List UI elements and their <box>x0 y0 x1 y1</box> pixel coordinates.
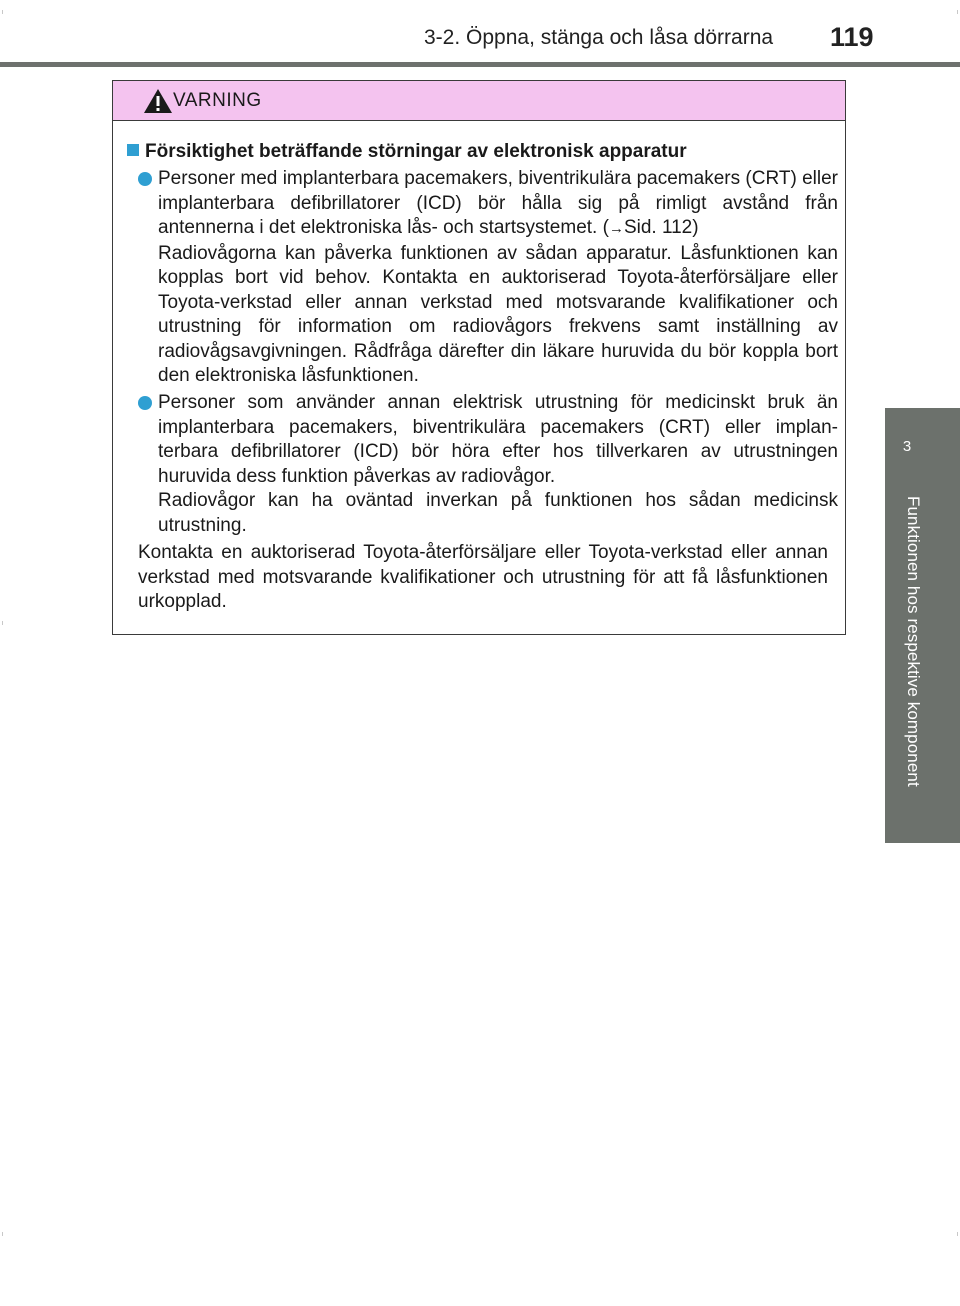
warning-triangle-icon <box>143 88 173 114</box>
section-title-text: Försiktighet beträffande störningar av elektronisk apparatur <box>145 141 687 162</box>
list-item <box>138 167 838 389</box>
chapter-side-tab <box>885 408 960 843</box>
header-rule <box>0 62 960 67</box>
crop-mark <box>2 1232 3 1236</box>
crop-mark <box>957 10 958 14</box>
crop-mark <box>2 10 3 14</box>
warning-header <box>113 81 845 121</box>
paragraph <box>158 167 838 242</box>
crop-mark <box>2 621 3 625</box>
arrow-right-icon: → <box>608 220 624 237</box>
paragraph: Radiovågor kan ha oväntad inverkan på funktionen hos sådan medicinsk utrustning. <box>158 490 838 536</box>
page-reference[interactable]: Sid. 112) <box>623 217 699 238</box>
paragraph: Radiovågorna kan påverka funktionen av sådan apparatur. Låsfunktionen kan kopplas bort vid behov. Kontakta en auktoriserad Toyota-återförsäljare eller Toyota-verkstad eller annan verkstad med motsvarande kvalifikationer och utrustning för information om radiovågors frekvens samt inställning av radiovågsavgivningen. Rådfråga därefter din läkare huruvida du bör koppla bort den elektroniska låsfunktionen. <box>158 242 838 386</box>
crop-mark <box>957 1232 958 1236</box>
closing-paragraph: Kontakta en auktoriserad Toyota-återförsäljare eller Toyota-verkstad eller annan verkstad med motsvarande kvalifikationer och utrustning för att få låsfunktionen urkopplad. <box>138 542 828 612</box>
paragraph: Personer som använder annan elektrisk utrustning för medicinskt bruk än implanterbara pacemakers, biventrikulära pacemakers (CRT) eller implan-terbara defibrillatorer (ICD) bör höra efter hos tillverkaren av utrustningen huruvida dess funktion påverkas av radiovågor. <box>158 392 838 487</box>
round-bullet-icon <box>138 396 152 410</box>
warning-label: VARNING <box>173 90 262 111</box>
square-bullet-icon <box>127 144 139 156</box>
chapter-label: Funktionen hos respektive komponent <box>904 496 923 787</box>
paragraph-text: Personer med implanterbara pacemakers, biventrikulära pacemakers (CRT) eller implanterbara defibrillatorer (ICD) bör hålla sig på rimligt avstånd från antennerna i det elektroniska lås- och startsystemet. ( <box>158 168 838 238</box>
warning-box <box>112 80 846 635</box>
page-header-title: 3-2. Öppna, stänga och låsa dörrarna <box>424 26 774 49</box>
list-item <box>138 391 838 538</box>
chapter-number: 3 <box>902 438 912 455</box>
page-number: 119 <box>830 22 874 52</box>
round-bullet-icon <box>138 172 152 186</box>
section-title <box>127 141 687 163</box>
